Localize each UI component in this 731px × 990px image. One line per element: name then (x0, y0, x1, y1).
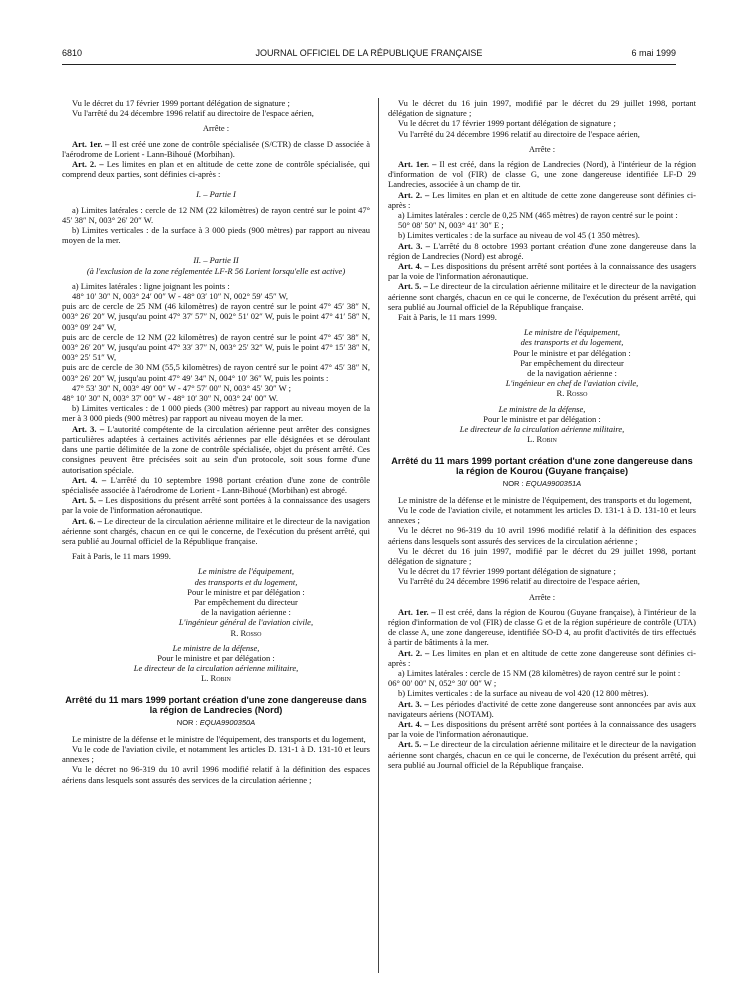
decree-title: Arrêté du 11 mars 1999 portant création d'une zone dangereuse dans la région de Kourou (Guyane française) (391, 455, 693, 476)
fait-a-paris: Fait à Paris, le 11 mars 1999. (72, 551, 171, 562)
preamble: Le ministre de la défense et le ministre de l'équipement, des transports et du logement, (398, 494, 692, 505)
coordinates: puis arc de cercle de 25 NM (46 kilomètres) de rayon centré sur le point 47° 45′ 38″ N, 003° 26′ 20″ W, jusqu'au point 47° 37′ 57″ N, 002° 51′ 02″ W, puis le point 47° 41′ 58″ N, 003° 09′ 24″ W, (62, 301, 370, 332)
article-label: Art. 1er. – (398, 159, 437, 170)
signature-line: L'ingénieur en chef de l'aviation civile, (505, 378, 639, 389)
article-label: Art. 2. – (398, 189, 430, 200)
signature-line: Pour le ministre et par délégation : (187, 586, 305, 597)
article-label: Art. 6. – (72, 515, 102, 526)
article-4: Art. 4. – L'arrêté du 10 septembre 1998 portant création d'une zone de contrôle spécialisée associée à l'aérodrome de Lorient - Lann-Bihoué (Morbihan) est abrogé. (62, 474, 371, 495)
signature-line: Par empêchement du directeur (194, 596, 298, 607)
visa: Vu le code de l'aviation civile, et notamment les articles D. 131-1 à D. 131-10 et leurs annexes ; (62, 743, 370, 765)
part-2-vertical: b) Limites verticales : de 1 000 pieds (300 mètres) par rapport au niveau moyen de la mer à 3 000 pieds (900 mètres) par rapport au niveau moyen de la mer. (62, 403, 370, 424)
signature-line: des transports et du logement, (520, 337, 624, 348)
article-1: Art. 1er. – Il est créé une zone de contrôle spécialisée (S/CTR) de classe D associée à l'aérodrome de Lorient - Lann-Bihoué (Morbihan). (62, 138, 371, 159)
journal-title: JOURNAL OFFICIEL DE LA RÉPUBLIQUE FRANÇAISE (255, 48, 483, 58)
coordinates: 50° 08′ 50″ N, 003° 41′ 30″ E ; (398, 220, 504, 231)
coordinates: 47° 53′ 30″ N, 003° 49′ 00″ W - 47° 57′ 00″ N, 003° 45′ 30″ W ; (72, 382, 291, 393)
signature-line: L'ingénieur général de l'aviation civile, (178, 617, 314, 628)
visa: Vu l'arrêté du 24 décembre 1996 relatif au directoire de l'espace aérien, (72, 108, 314, 119)
column-divider (378, 98, 379, 973)
part-2-lateral: a) Limites latérales : ligne joignant les points : (72, 280, 230, 291)
visa: Vu le code de l'aviation civile, et notamment les articles D. 131-1 à D. 131-10 et leurs annexes ; (388, 504, 696, 526)
signature-line: Le ministre de l'équipement, (524, 327, 620, 338)
article-2: Art. 2. – Les limites en plan et en altitude de cette zone dangereuse sont définies ci-après : (388, 189, 696, 210)
right-column (388, 98, 696, 770)
visa: Vu le décret du 17 février 1999 portant délégation de signature ; (72, 98, 290, 108)
article-label: Art. 2. – (398, 647, 430, 658)
article-3: Art. 3. – L'autorité compétente de la circulation aérienne peut arrêter des consignes particulières adaptées à certaines activités aériennes par elle désignées et se déroulant dans une partie délimitée de la zone de contrôle spécialisée, objet du présent arrêté. Ces consignes peuvent être précisées soit au sein d'un protocole, soit sous forme d'une autorisation spéciale. (62, 423, 370, 475)
signature-line: de la navigation aérienne : (527, 368, 617, 379)
article-label: Art. 4. – (72, 474, 107, 485)
coordinates: 48° 10′ 30″ N, 003° 24′ 00″ W - 48° 03′ 10″ N, 002° 59′ 45″ W, (72, 291, 288, 302)
article-label: Art. 3. – (398, 240, 431, 251)
header-rule (62, 64, 676, 65)
nor-reference: NOR : EQUA9900350A (176, 717, 256, 727)
part-1-vertical: b) Limites verticales : de la surface à 3 000 pieds (900 mètres) par rapport au niveau moyen de la mer. (62, 225, 370, 246)
article-label: Art. 5. – (398, 281, 428, 292)
article-2: Art. 2. – Les limites en plan et en altitude de cette zone dangereuse sont définies ci-après : (388, 647, 696, 668)
part-1-lateral: a) Limites latérales : cercle de 12 NM (22 kilomètres) de rayon centré sur le point 47° 45′ 38″ N, 003° 26′ 20″ W. (62, 204, 370, 225)
article-5: Art. 5. – Le directeur de la circulation aérienne militaire et le directeur de la navigation aérienne sont chargés, chacun en ce qui le concerne, de l'exécution du présent arrêté, qui sera publié au Journal officiel de la République française. (388, 281, 696, 312)
coordinates: 06° 00′ 00″ N, 052° 30′ 00″ W ; (388, 678, 497, 689)
page-header (62, 48, 676, 62)
fait-a-paris: Fait à Paris, le 11 mars 1999. (398, 312, 497, 323)
article-4: Art. 4. – Les dispositions du présent arrêté sont portées à la connaissance des usagers par la voie de l'information aéronautique. (388, 261, 696, 282)
visa: Vu le décret no 96-319 du 10 avril 1996 modifié relatif à la définition des espaces aériens dans lesquels sont assurés des services de la circulation aérienne ; (388, 525, 696, 546)
part-2-subtitle: (à l'exclusion de la zone réglementée LF-R 56 Lorient lorsqu'elle est active) (86, 265, 346, 276)
lateral-limits: a) Limites latérales : cercle de 15 NM (28 kilomètres) de rayon centré sur le point : (398, 667, 681, 678)
article-label: Art. 5. – (72, 495, 103, 506)
signature-line: Par empêchement du directeur (520, 357, 624, 368)
article-6: Art. 6. – Le directeur de la circulation aérienne militaire et le directeur de la navigation aérienne sont chargés, chacun en ce qui le concerne, de l'exécution du présent arrêté, qui sera publié au Journal officiel de la République française. (62, 515, 370, 546)
article-label: Art. 3. – (398, 698, 429, 709)
article-label: Art. 4. – (398, 261, 429, 272)
signatory-name: L. Robin (201, 673, 231, 684)
signature-line: Le ministre de l'équipement, (198, 566, 294, 577)
visa: Vu le décret no 96-319 du 10 avril 1996 modifié relatif à la définition des espaces aériens dans lesquels sont assurés des services de la circulation aérienne ; (62, 764, 370, 785)
article-label: Art. 4. – (398, 718, 429, 729)
article-5: Art. 5. – Le directeur de la circulation aérienne militaire et le directeur de la navigation aérienne sont chargés, chacun en ce qui le concerne, de l'exécution du présent arrêté, qui sera publié au Journal officiel de la République française. (388, 739, 696, 770)
signature-line: Le directeur de la circulation aérienne militaire, (133, 663, 299, 674)
article-label: Art. 5. – (398, 739, 428, 750)
signature-line: Le directeur de la circulation aérienne militaire, (459, 424, 625, 435)
arrete-heading: Arrête : (528, 143, 556, 154)
lateral-limits: a) Limites latérales : cercle de 0,25 NM (465 mètres) de rayon centré sur le point : (398, 210, 678, 221)
arrete-heading: Arrête : (528, 591, 556, 602)
page-number: 6810 (62, 48, 83, 58)
article-label: Art. 1er. – (398, 606, 436, 617)
decree-title: Arrêté du 11 mars 1999 portant création d'une zone dangereuse dans la région de Landrecies (Nord) (65, 694, 367, 716)
coordinates: puis arc de cercle de 12 NM (22 kilomètres) de rayon centré sur le point 47° 45′ 38″ N, 003° 26′ 20″ W, jusqu'au point 47° 33′ 37″ N, 003° 25′ 32″ W, puis le point 47° 15′ 38″ N, 003° 25′ 51″ W, (62, 331, 370, 363)
signature-line: Le ministre de la défense, (498, 403, 586, 414)
article-4: Art. 4. – Les dispositions du présent arrêté sont portées à la connaissance des usagers par la voie de l'information aéronautique. (388, 718, 696, 740)
vertical-limits: b) Limites verticales : de la surface au niveau de vol 45 (1 350 mètres). (398, 230, 640, 241)
article-1: Art. 1er. – Il est créé, dans la région de Landrecies (Nord), à l'intérieur de la région d'information de vol (FIR) de classe G, une zone dangereuse identifiée LF-D 29 Landrecies, associée à un champ de tir. (388, 159, 696, 190)
article-label: Art. 3. – (72, 423, 105, 434)
signatory-name: R. Rosso (230, 627, 262, 638)
visa: Vu le décret du 16 juin 1997, modifié par le décret du 29 juillet 1998, portant délégation de signature ; (388, 545, 696, 566)
signature-line: Le ministre de la défense, (172, 642, 260, 653)
signatory-name: L. Robin (527, 434, 557, 445)
visa: Vu l'arrêté du 24 décembre 1996 relatif au directoire de l'espace aérien, (398, 576, 640, 587)
signature-line: des transports et du logement, (194, 576, 298, 587)
signatory-name: R. Rosso (556, 388, 588, 399)
part-1-title: I. – Partie I (196, 189, 236, 200)
article-3: Art. 3. – L'arrêté du 8 octobre 1993 portant création d'une zone dangereuse dans la région de Landrecies (Nord) est abrogé. (388, 240, 697, 261)
signature-line: de la navigation aérienne : (201, 607, 291, 618)
signature-line: Pour le ministre et par délégation : (483, 413, 601, 424)
article-5: Art. 5. – Les dispositions du présent arrêté sont portées à la connaissance des usagers par la voie de l'information aéronautique. (62, 495, 370, 516)
article-3: Art. 3. – Les périodes d'activité de cette zone dangereuse sont annoncées par avis aux navigateurs aériens (NOTAM). (388, 698, 697, 719)
visa: Vu le décret du 17 février 1999 portant délégation de signature ; (398, 118, 616, 129)
article-1: Art. 1er. – Il est créé, dans la région de Kourou (Guyane française), à l'intérieur de la région d'information de vol (FIR) de classe G et de la région supérieure de contrôle (UTA) de classe A, une zone dangereuse, identifiée SO-D 4, au profit d'activités de tirs effectués à partir de bâtiments à la mer. (388, 606, 696, 648)
article-2: Art. 2. – Les limites en plan et en altitude de cette zone de contrôle spécialisée, qui comprend deux parties, sont définies ci-après : (62, 159, 370, 180)
coordinates: puis arc de cercle de 30 NM (55,5 kilomètres) de rayon centré sur le point 47° 45′ 38″ N, 003° 26′ 20″ W, jusqu'au point 47° 49′ 34″ N, 004° 10′ 36″ W, puis les points : (62, 362, 370, 383)
coordinates: 48° 10′ 30″ N, 003° 37′ 00″ W - 48° 10′ 30″ N, 003° 24′ 00″ W. (62, 393, 278, 404)
nor-reference: NOR : EQUA9900351A (502, 478, 582, 488)
signature-line: Pour le ministre et par délégation : (157, 652, 275, 663)
part-2-title: II. – Partie II (193, 255, 239, 266)
visa: Vu l'arrêté du 24 décembre 1996 relatif au directoire de l'espace aérien, (398, 128, 640, 139)
arrete-heading: Arrête : (202, 123, 230, 134)
left-column (62, 98, 370, 785)
signature-line: Pour le ministre et par délégation : (513, 347, 631, 358)
vertical-limits: b) Limites verticales : de la surface au niveau de vol 420 (12 800 mètres). (398, 688, 649, 699)
article-label: Art. 1er. – (72, 138, 110, 149)
article-label: Art. 2. – (72, 159, 104, 170)
visa: Vu le décret du 17 février 1999 portant délégation de signature ; (398, 566, 616, 577)
preamble: Le ministre de la défense et le ministre de l'équipement, des transports et du logement, (72, 733, 366, 744)
issue-date: 6 mai 1999 (631, 48, 676, 58)
visa: Vu le décret du 16 juin 1997, modifié par le décret du 29 juillet 1998, portant délégation de signature ; (388, 98, 696, 119)
